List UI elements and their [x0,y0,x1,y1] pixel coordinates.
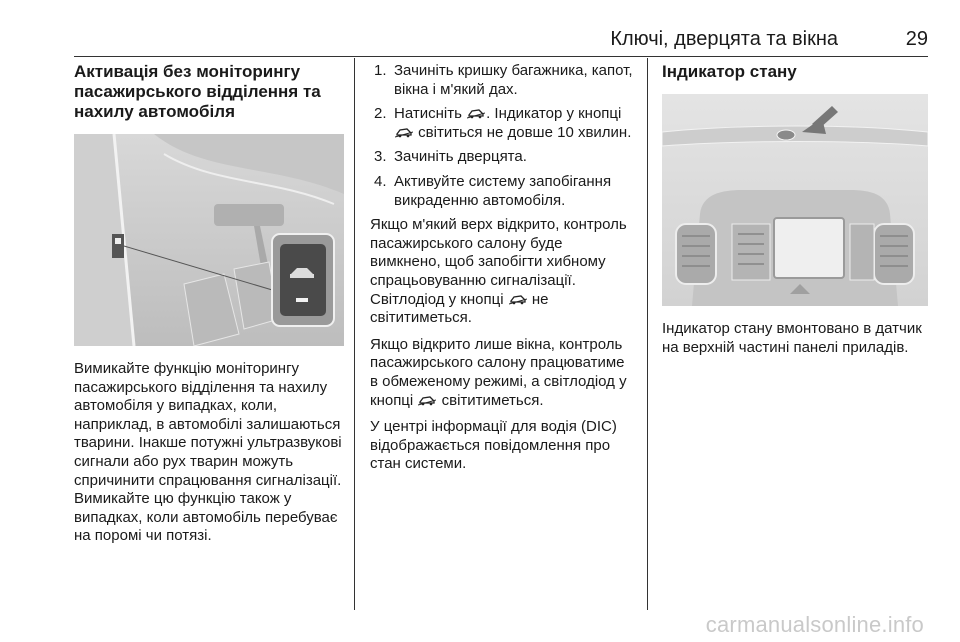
figure-status-indicator [662,94,928,306]
list-item: 1. Зачиніть кришку багажника, капот, вікна і м'який дах. [374,62,633,98]
header-divider [74,56,928,57]
column-divider-2 [647,58,648,610]
column-2 [370,62,636,482]
column-1 [74,62,344,546]
list-item: 3. Зачиніть дверцята. [374,148,527,166]
paragraph-dic-message: У центрі інформації для водія (DIC) відображається повідомлення про стан системи. [370,418,617,473]
car-tilt-icon [418,395,436,406]
section-heading-deactivation: Активація без моніторингу пасажирського відділення та нахилу автомобіля [74,62,321,121]
header-title: Ключі, дверцята та вікна [610,28,838,50]
list-item: 4. Активуйте систему запобігання викраденню автомобіля. [374,172,612,209]
figure-caption: Індикатор стану вмонтовано в датчик на верхній частині панелі приладів. [662,320,922,356]
paragraph-deactivation-ferry: Вимикайте цю функцію також у випадках, коли автомобіль перебуває на поромі чи потязі. [74,490,338,545]
section-heading-status-indicator: Індикатор стану [662,62,797,81]
page-number: 29 [905,28,928,50]
list-item: 2. Натисніть . Індикатор у кнопці світиться не довше 10 хвилин. [374,105,632,141]
paragraph-windows-open: Якщо відкрито лише вікна, контроль пасажирського салону працюватиме в обмеженому режимі, а світлодіод у кнопці світитиметься. [370,335,627,409]
paragraph-deactivation-info: Вимикайте функцію моніторингу пасажирського відділення та нахилу автомобіля у випадках, коли, наприклад, в автомобілі залишаються тварини. Інакше потужні ультразвукові сигнали або рух тварин можуть спричинити спрацювання сигналізації. [74,360,342,489]
paragraph-soft-top: Якщо м'який верх відкрито, контроль пасажирського салону буде вимкнено, щоб запобігти хибному спрацьовуванню сигналізації. Світлодіод у кнопці не світитиметься. [370,216,627,327]
dashboard-illustration [662,94,928,306]
column-3 [662,62,928,357]
watermark: carmanualsonline.info [705,612,924,637]
car-tilt-icon [395,127,413,138]
column-divider-1 [354,58,355,610]
steps-list [370,62,636,210]
page-header [74,22,928,52]
car-interior-illustration [74,134,344,346]
car-tilt-icon [467,108,485,119]
figure-button-location [74,134,344,346]
car-tilt-icon [509,294,527,305]
